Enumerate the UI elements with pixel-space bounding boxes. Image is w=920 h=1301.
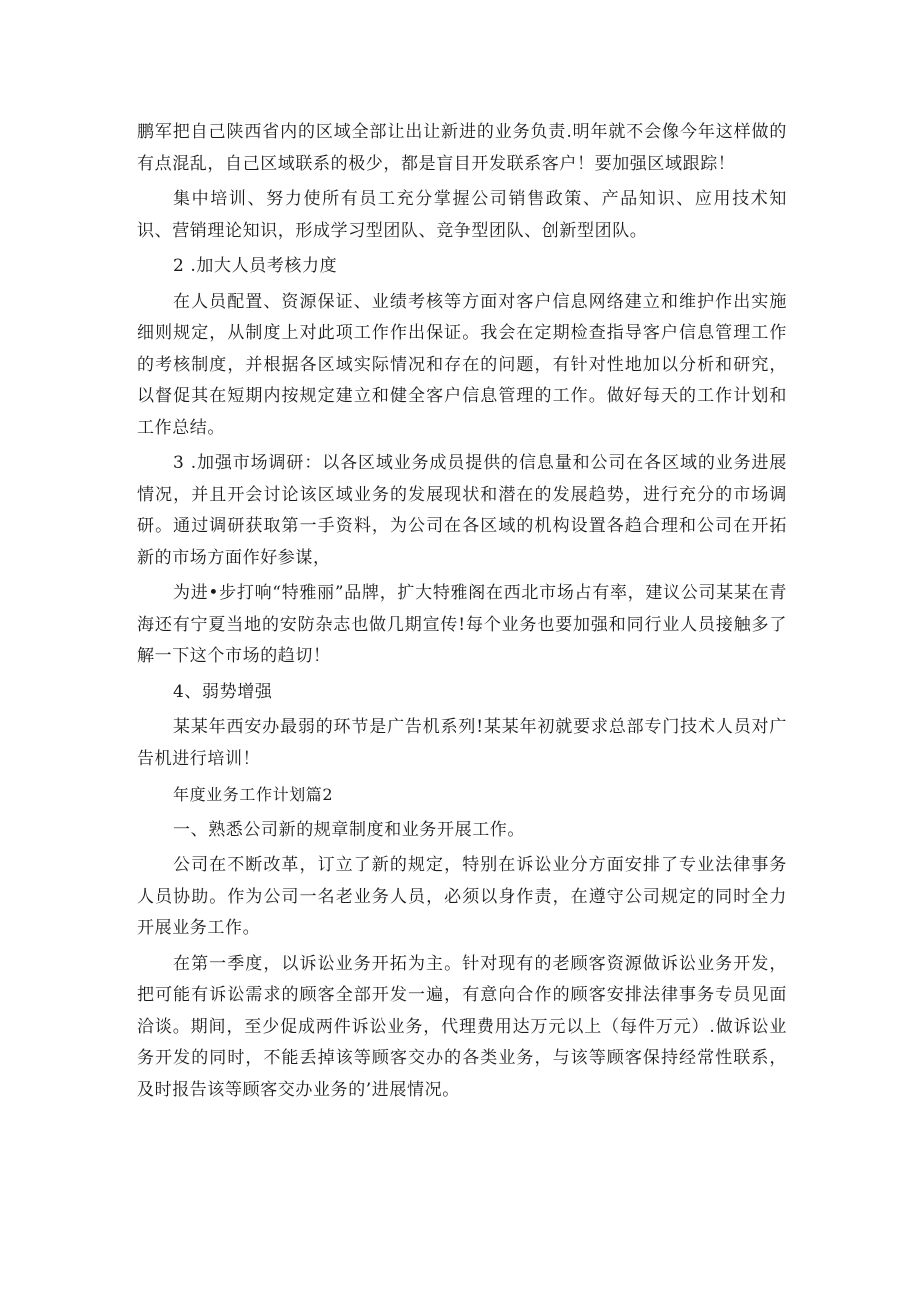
paragraph-training: 集中培训、努力使所有员工充分掌握公司销售政策、产品知识、应用技术知识、营销理论知识，形成学习型团队、竞争型团队、创新型团队。: [137, 189, 787, 241]
paragraph-weakness: 某某年西安办最弱的环节是广告机系列!某某年初就要求总部专门技术人员对广告机进行培训！: [137, 717, 787, 769]
heading-weakness: 4、弱势增强: [173, 681, 273, 702]
document-body: [137, 117, 787, 1110]
paragraph-brand-promotion: 为进•步打响“特雅丽”品牌，扩大特雅阁在西北市场占有率，建议公司某某在青海还有宁夏当地的安防杂志也做几期宣传!每个业务也要加强和同行业人员接触多了解一下这个市场的趋切！: [137, 583, 787, 666]
paragraph-region-handover: 鹏军把自己陕西省内的区域全部让出让新进的业务负责.明年就不会像今年这样做的有点混乱，自己区域联系的极少，都是盲目开发联系客户！要加强区域跟踪！: [137, 122, 787, 174]
heading-assessment: 2 .加大人员考核力度: [173, 256, 338, 276]
paragraph-first-quarter: 在第一季度，以诉讼业务开拓为主。针对现有的老顾客资源做诉讼业务开发，把可能有诉讼需求的顾客全部开发一遍，有意向合作的顾客安排法律事务专员见面洽谈。期间，至少促成两件诉讼业务，代理费用达万元以上（每件万元）.做诉讼业务开发的同时，不能丢掉该等顾客交办的各类业务，与该等顾客保持经常性联系，及时报告该等顾客交办业务的’进展情况。: [137, 953, 787, 1100]
paragraph-assessment: 在人员配置、资源保证、业绩考核等方面对客户信息网络建立和维护作出实施细则规定，从制度上对此项工作作出保证。我会在定期检查指导客户信息管理工作的考核制度，并根据各区域实际情况和存在的问题，有针对性地加以分析和研究，以督促其在短期内按规定建立和健全客户信息管理的工作。做好每天的工作计划和工作总结。: [137, 291, 787, 438]
heading-plan-2: 年度业务工作计划篇2: [173, 785, 334, 804]
heading-section-one: 一、熟悉公司新的规章制度和业务开展工作。: [173, 819, 525, 840]
paragraph-market-research: 3 .加强市场调研：以各区域业务成员提供的信息量和公司在各区域的业务进展情况，并且开会讨论该区域业务的发展现状和潜在的发展趋势，进行充分的市场调研。通过调研获取第一手资料，为公司在各区域的机构设置各趋合理和公司在开拓新的市场方面作好参谋，: [137, 453, 787, 568]
paragraph-company-reform: 公司在不断改革，订立了新的规定，特别在诉讼业分方面安排了专业法律事务人员协助。作为公司一名老业务人员，必须以身作责，在遵守公司规定的同时全力开展业务工作。: [137, 855, 787, 938]
